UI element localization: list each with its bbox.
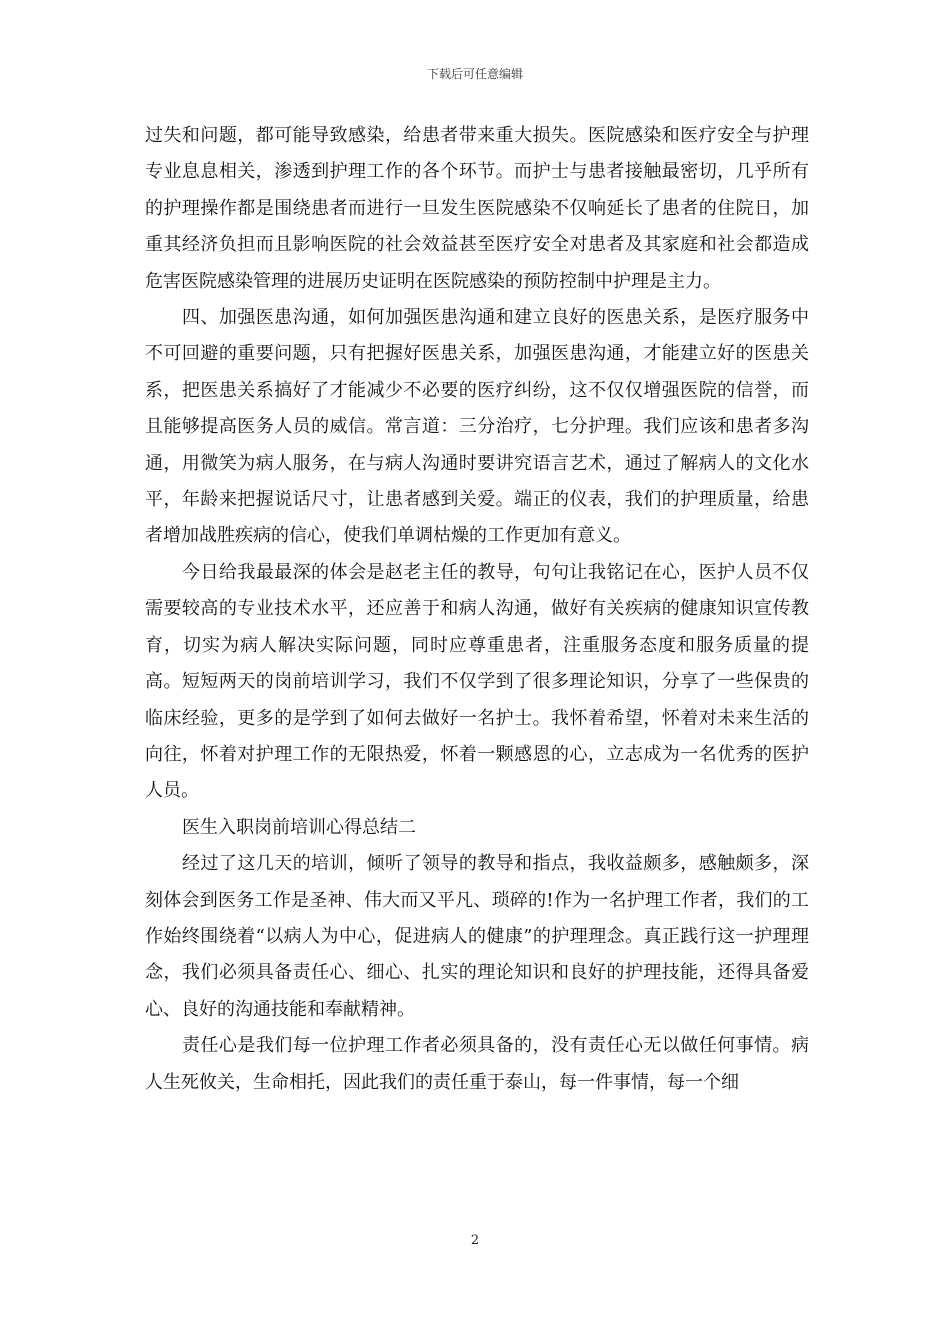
paragraph-continuation: 过失和问题，都可能导致感染，给患者带来重大损失。医院感染和医疗安全与护理专业息息相关，渗透到护理工作的各个环节。而护士与患者接触最密切，几乎所有的护理操作都是围绕患者而进行一旦发生医院感染不仅响延长了患者的住院日，加重其经济负担而且影响医院的社会效益甚至医疗安全对患者及其家庭和社会都造成危害医院感染管理的进展历史证明在医院感染的预防控制中护理是主力。	[145, 125, 809, 292]
paragraph-training-summary: 经过了这几天的培训，倾听了领导的教导和指点，我收益颇多，感触颇多，深刻体会到医务工作是圣神、伟大而又平凡、琐碎的!作为一名护理工作者，我们的工作始终围绕着“以病人为中心，促进病人的健康”的护理理念。真正践行这一护理理念，我们必须具备责任心、细心、扎实的理论知识和良好的护理技能，还得具备爱心、良好的沟通技能和奉献精神。	[145, 853, 809, 1020]
paragraph-doctor-patient-communication: 四、加强医患沟通，如何加强医患沟通和建立良好的医患关系，是医疗服务中不可回避的重要问题，只有把握好医患关系，加强医患沟通，才能建立好的医患关系，把医患关系搞好了才能减少不必要的医疗纠纷，这不仅仅增强医院的信誉，而且能够提高医务人员的威信。常言道：三分治疗，七分护理。我们应该和患者多沟通，用微笑为病人服务，在与病人沟通时要讲究语言艺术，通过了解病人的文化水平，年龄来把握说话尺寸，让患者感到关爱。端正的仪表，我们的护理质量，给患者增加战胜疾病的信心，使我们单调枯燥的工作更加有意义。	[145, 307, 809, 547]
paragraph-deepest-experience: 今日给我最最深的体会是赵老主任的教导，句句让我铭记在心，医护人员不仅需要较高的专业技术水平，还应善于和病人沟通，做好有关疾病的健康知识宣传教育，切实为病人解决实际问题，同时应尊重患者，注重服务态度和服务质量的提高。短短两天的岗前培训学习，我们不仅学到了很多理论知识，分享了一些保贵的临床经验，更多的是学到了如何去做好一名护士。我怀着希望，怀着对未来生活的向往，怀着对护理工作的无限热爱，怀着一颗感恩的心，立志成为一名优秀的医护人员。	[145, 561, 809, 802]
paragraph-responsibility: 责任心是我们每一位护理工作者必须具备的，没有责任心无以做任何事情。病人生死攸关，生命相托，因此我们的责任重于泰山，每一件事情，每一个细	[145, 1035, 809, 1093]
document-body	[145, 118, 809, 1101]
section-heading: 医生入职岗前培训心得总结二	[182, 816, 416, 838]
page-header: 下载后可任意编辑	[426, 67, 523, 81]
page-number: 2	[470, 1233, 480, 1248]
